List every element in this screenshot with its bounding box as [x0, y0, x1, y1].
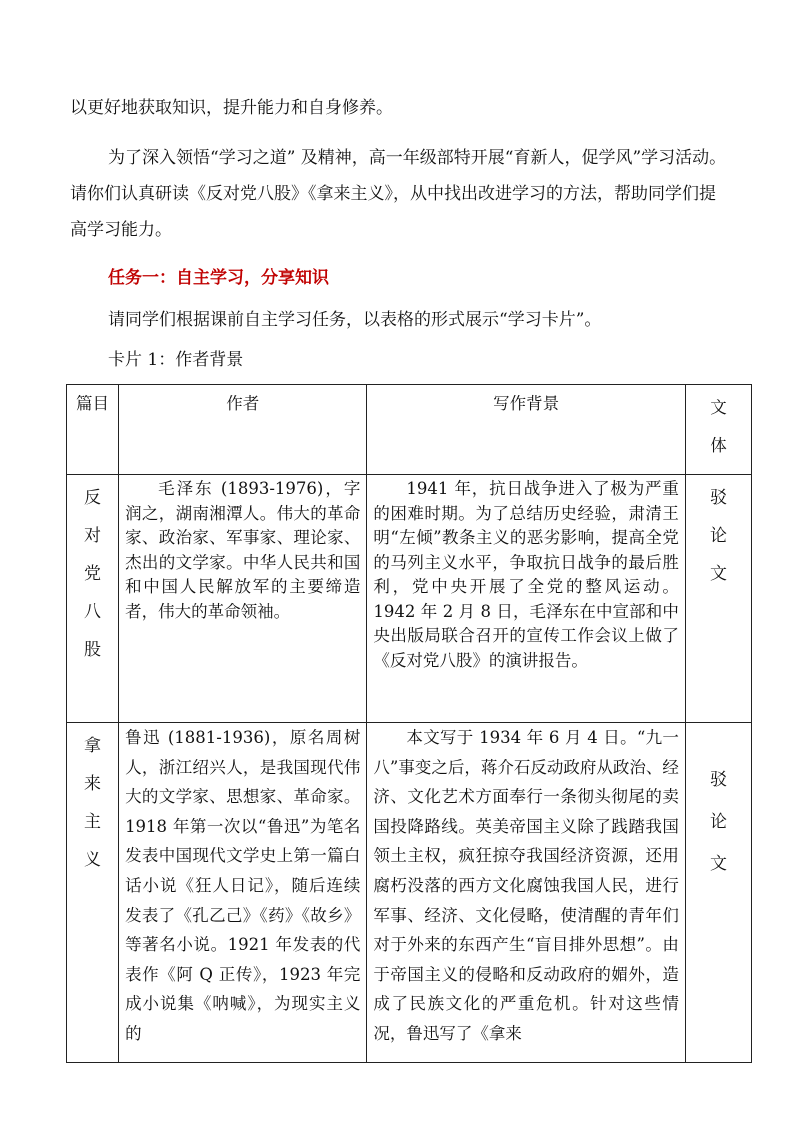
table-row	[67, 475, 752, 723]
header-piece: 篇目	[67, 385, 119, 475]
author-background-table	[66, 384, 752, 1063]
task-one-heading: 任务一：自主学习，分享知识	[108, 268, 329, 288]
style-char: 驳	[709, 488, 727, 508]
piece-char: 义	[84, 850, 102, 870]
style-char: 论	[709, 526, 727, 546]
header-background: 写作背景	[367, 385, 685, 475]
header-author: 作者	[119, 385, 367, 475]
style-cell	[685, 723, 751, 1063]
background-cell	[367, 723, 685, 1063]
style-char: 文	[709, 564, 727, 584]
paragraph-intro-end: 以更好地获取知识，提升能力和自身修养。	[70, 98, 393, 118]
piece-char: 来	[84, 774, 102, 794]
background-text: 本文写于 1934 年 6 月 4 日。“九一八”事变之后，蒋介石反动政府从政治、经济、文化艺术方面奉行一条彻头彻尾的卖国投降路线。英美帝国主义除了践踏我国领土主权，疯狂掠夺我国经济资源，还用腐朽没落的西方文化腐蚀我国人民，进行军事、经济、文化侵略，使清醒的青年们对于外来的东西产生“盲目排外思想”。由于帝国主义的侵略和反动政府的媚外，造成了民族文化的严重危机。针对这些情况，鲁迅写了《拿来	[373, 728, 679, 1043]
piece-char: 主	[84, 812, 102, 832]
piece-title-cell	[67, 475, 119, 723]
table-row	[67, 723, 752, 1063]
author-cell	[119, 723, 367, 1063]
style-char: 驳	[709, 770, 727, 790]
background-cell: 1941 年，抗日战争进入了极为严重的困难时期。为了总结历史经验，肃清王明“左倾”教条主义的恶劣影响，提高全党的马列主义水平，争取抗日战争的最后胜利，党中央开展了全党的整风运动。1942 年 2 月 8 日，毛泽东在中宣部和中央出版局联合召开的宣传工作会议上做了《反对党八股》的演讲报告。	[367, 475, 685, 723]
style-char: 文	[709, 854, 727, 874]
piece-char: 党	[84, 564, 102, 584]
header-style-char-2: 体	[710, 436, 727, 455]
header-style-char-1: 文	[710, 398, 727, 417]
piece-char: 拿	[84, 736, 102, 756]
piece-title-cell	[67, 723, 119, 1063]
task-instruction: 请同学们根据课前自主学习任务，以表格的形式展示“学习卡片”。	[108, 310, 602, 330]
style-cell	[685, 475, 751, 723]
table-header-row	[67, 385, 752, 475]
author-cell: 毛泽东 (1893-1976)，字润之，湖南湘潭人。伟大的革命家、政治家、军事家、理论家、杰出的文学家。中华人民共和国和中国人民解放军的主要缔造者，伟大的革命领袖。	[119, 475, 367, 723]
card-label: 卡片 1：作者背景	[108, 350, 244, 370]
paragraph-activity: 为了深入领悟“学习之道” 及精神，高一年级部特开展“育新人，促学风”学习活动。请你们认真研读《反对党八股》《拿来主义》，从中找出改进学习的方法，帮助同学们提高学习能力。	[70, 148, 727, 240]
piece-char: 反	[84, 488, 102, 508]
piece-char: 股	[84, 640, 102, 660]
author-text: 鲁迅 (1881-1936)，原名周树人，浙江绍兴人，是我国现代伟大的文学家、思想家、革命家。1918 年第一次以“鲁迅”为笔名发表中国现代文学史上第一篇白话小说《狂人日记》，随后连续发表了《孔乙己》《药》《故乡》等著名小说。1921 年发表的代表作《阿 Q 正传》，1923 年完成小说集《呐喊》，为现实主义的	[125, 728, 361, 1043]
piece-char: 对	[84, 526, 102, 546]
style-char: 论	[709, 812, 727, 832]
header-style	[685, 385, 751, 475]
piece-char: 八	[84, 602, 102, 622]
